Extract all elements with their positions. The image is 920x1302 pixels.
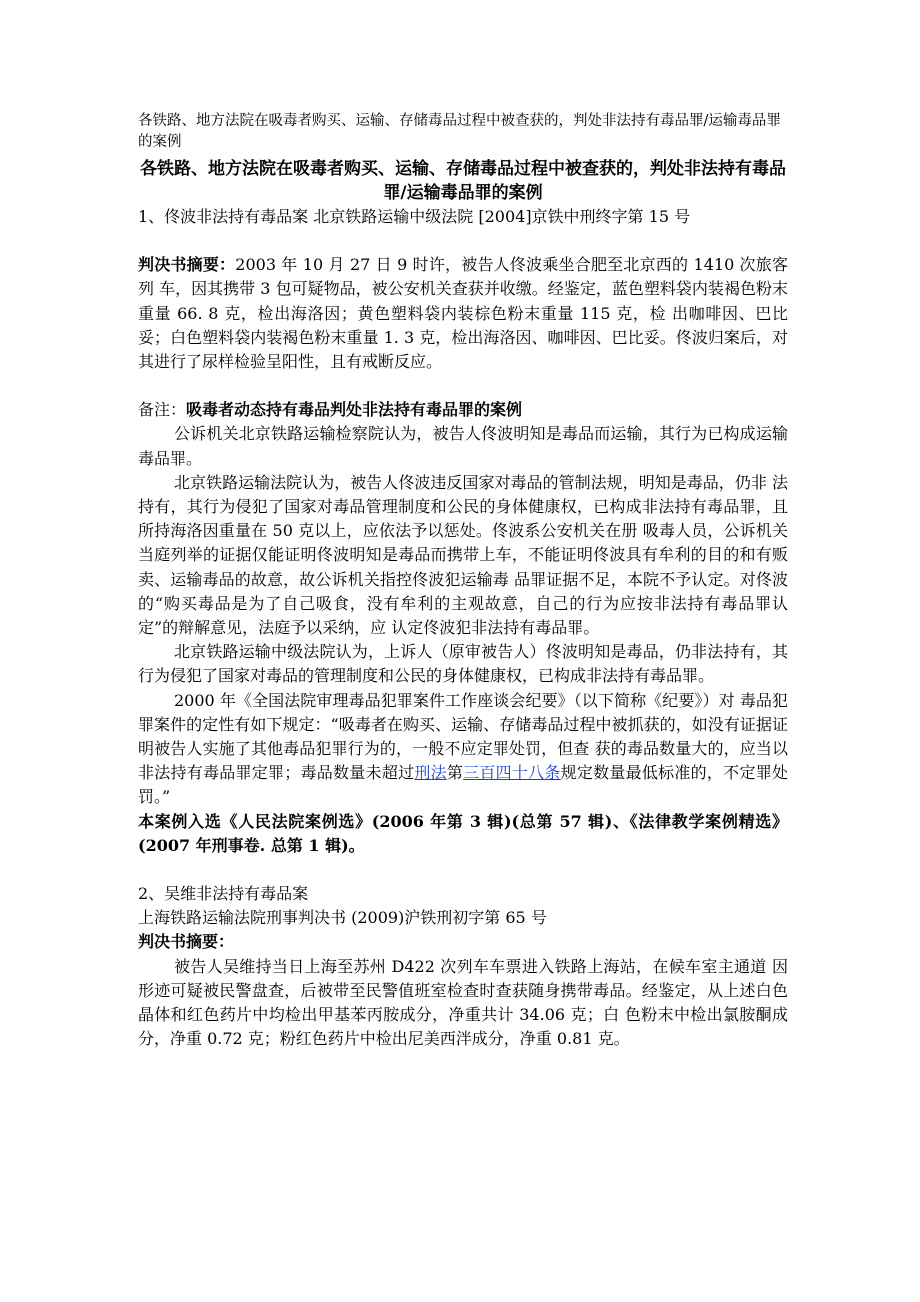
case2-summary-label: 判决书摘要： bbox=[138, 932, 235, 952]
article-348-link[interactable]: 三百四十八条 bbox=[463, 763, 561, 783]
case1-note-label: 备注： bbox=[138, 400, 187, 420]
case1-summary-label: 判决书摘要： bbox=[138, 255, 236, 275]
case1-summary bbox=[138, 253, 788, 374]
document-title: 各铁路、地方法院在吸毒者购买、运输、存储毒品过程中被查获的，判处非法持有毒品罪/运输毒品罪的案例 bbox=[140, 159, 786, 203]
case1-para-minutes-text-mid: 第 bbox=[446, 763, 464, 783]
case1-para-minutes-text: 2000 年《全国法院审理毒品犯罪案件工作座谈会纪要》（以下简称《纪要》）对 毒品犯罪案件的定性有如下规定：“吸毒者在购买、运输、存储毒品过程中被抓获的，如没有证据证明被告人实施了其他毒品犯罪行为的，一般不应定罪处罚，但查 获的毒品数量大的，应当以非法持有毒品罪定罪；毒品数量未超过 bbox=[138, 690, 788, 783]
case1-heading: 1、佟波非法持有毒品案 北京铁路运输中级法院 [2004]京铁中刑终字第 15 号 bbox=[138, 207, 691, 226]
case1-para-minutes-text-end: 规定数量最低标准的，不定罪处罚。” bbox=[138, 763, 788, 807]
case1-para-minutes bbox=[138, 689, 788, 810]
spacer bbox=[138, 374, 788, 398]
case1-para-prosecution: 公诉机关北京铁路运输检察院认为，被告人佟波明知是毒品而运输，其行为已构成运输毒品罪。 bbox=[138, 424, 788, 468]
header-line: 各铁路、地方法院在吸毒者购买、运输、存储毒品过程中被查获的，判处非法持有毒品罪/运输毒品罪的案例 bbox=[138, 113, 781, 150]
case1-selection-note: 本案例入选《人民法院案例选》(2006 年第 3 辑)(总第 57 辑)、《法律教学案例精选》 (2007 年刑事卷. 总第 1 辑)。 bbox=[138, 811, 788, 855]
case2-para: 被告人吴维持当日上海至苏州 D422 次列车车票进入铁路上海站，在候车室主通道 因形迹可疑被民警盘查，后被带至民警值班室检查时查获随身携带毒品。经鉴定，从上述白色晶体和红色药片中均检出甲基苯丙胺成分，净重共计 34.06 克；白 色粉末中检出氯胺酮成分，净重 0.72 克；粉红色药片中检出尼美西泮成分，净重 0.81 克。 bbox=[138, 956, 788, 1049]
spacer bbox=[138, 858, 788, 882]
case2-heading: 2、吴维非法持有毒品案 bbox=[138, 884, 309, 904]
case1-para-first-instance: 北京铁路运输法院认为，被告人佟波违反国家对毒品的管制法规，明知是毒品，仍非 法持有，其行为侵犯了国家对毒品管理制度和公民的身体健康权，已构成非法持有毒品罪，且所持海洛因重量在 50 克以上，应依法予以惩处。佟波系公安机关在册 吸毒人员，公诉机关当庭列举的证据仅能证明佟波明知是毒品而携带上车，不能证明佟波具有牟利的目的和有贩卖、运输毒品的故意，故公诉机关指控佟波犯运输毒 品罪证据不足，本院不予认定。对佟波的“购买毒品是为了自己吸食，没有牟利的主观故意，自己的行为应按非法持有毒品罪认定”的辩解意见，法庭予以采纳，应 认定佟波犯非法持有毒品罪。 bbox=[138, 472, 788, 638]
criminal-law-link[interactable]: 刑法 bbox=[414, 763, 447, 783]
document-body bbox=[138, 111, 788, 1052]
case2-court: 上海铁路运输法院刑事判决书 (2009)沪铁刑初字第 65 号 bbox=[138, 908, 547, 928]
case1-summary-text: 2003 年 10 月 27 日 9 时许，被告人佟波乘坐合肥至北京西的 1410 次旅客列 车，因其携带 3 包可疑物品，被公安机关查获并收缴。经鉴定，蓝色塑料袋内装褐色粉末重量 66. 8 克，检出海洛因；黄色塑料袋内装棕色粉末重量 115 克，检 出咖啡因、巴比妥；白色塑料袋内装褐色粉末重量 1. 3 克，检出海洛因、咖啡因、巴比妥。佟波归案后，对其进行了尿样检验呈阳性，且有戒断反应。 bbox=[138, 255, 788, 372]
case1-para-appeal: 北京铁路运输中级法院认为，上诉人（原审被告人）佟波明知是毒品，仍非法持有，其行为侵犯了国家对毒品的管理制度和公民的身体健康权，已构成非法持有毒品罪。 bbox=[138, 642, 788, 686]
case1-note bbox=[138, 398, 788, 422]
spacer bbox=[138, 229, 788, 253]
case1-note-title: 吸毒者动态持有毒品判处非法持有毒品罪的案例 bbox=[186, 400, 523, 420]
